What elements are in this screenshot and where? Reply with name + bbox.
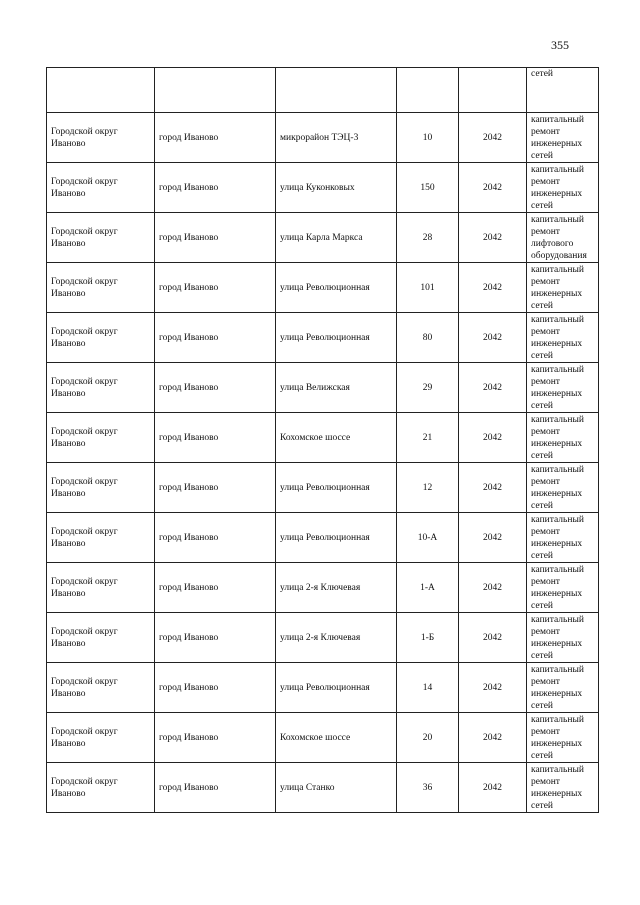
cell-district: Городской округ Иваново [47, 413, 155, 463]
cell-work: капитальный ремонт инженерных сетей [527, 613, 599, 663]
cell-year: 2042 [459, 763, 527, 813]
cell-year: 2042 [459, 613, 527, 663]
cell-work: капитальный ремонт инженерных сетей [527, 413, 599, 463]
cell-street: улица 2-я Ключевая [276, 563, 397, 613]
cell-city: город Иваново [155, 413, 276, 463]
cell-house: 101 [397, 263, 459, 313]
cell-street: улица Революционная [276, 313, 397, 363]
table-row [47, 263, 599, 313]
cell-work: капитальный ремонт инженерных сетей [527, 763, 599, 813]
cell-work: капитальный ремонт инженерных сетей [527, 563, 599, 613]
cell-work: капитальный ремонт инженерных сетей [527, 163, 599, 213]
cell-city: город Иваново [155, 763, 276, 813]
cell-district: Городской округ Иваново [47, 363, 155, 413]
cell-street: улица Революционная [276, 663, 397, 713]
cell-city: город Иваново [155, 513, 276, 563]
cell-street: улица Куконковых [276, 163, 397, 213]
cell-street: улица Революционная [276, 263, 397, 313]
cell-year: 2042 [459, 463, 527, 513]
cell-district: Городской округ Иваново [47, 663, 155, 713]
cell-district [47, 68, 155, 113]
cell-year: 2042 [459, 163, 527, 213]
cell-district: Городской округ Иваново [47, 263, 155, 313]
cell-work: капитальный ремонт инженерных сетей [527, 513, 599, 563]
cell-year: 2042 [459, 313, 527, 363]
cell-city: город Иваново [155, 263, 276, 313]
table-row [47, 613, 599, 663]
cell-year: 2042 [459, 713, 527, 763]
cell-city: город Иваново [155, 163, 276, 213]
page-number: 355 [551, 38, 569, 52]
cell-street: Кохомское шоссе [276, 413, 397, 463]
cell-street: улица Велижская [276, 363, 397, 413]
cell-district: Городской округ Иваново [47, 613, 155, 663]
cell-work: сетей [527, 68, 599, 113]
cell-city: город Иваново [155, 113, 276, 163]
cell-street: улица Станко [276, 763, 397, 813]
table-row [47, 563, 599, 613]
cell-city: город Иваново [155, 213, 276, 263]
table-row-continued [47, 68, 599, 113]
cell-street: Кохомское шоссе [276, 713, 397, 763]
cell-house: 150 [397, 163, 459, 213]
table-row [47, 713, 599, 763]
cell-district: Городской округ Иваново [47, 213, 155, 263]
cell-year: 2042 [459, 263, 527, 313]
cell-work: капитальный ремонт инженерных сетей [527, 713, 599, 763]
table-row [47, 763, 599, 813]
cell-house: 29 [397, 363, 459, 413]
cell-street: улица Революционная [276, 513, 397, 563]
cell-street: улица Революционная [276, 463, 397, 513]
cell-year: 2042 [459, 663, 527, 713]
cell-district: Городской округ Иваново [47, 163, 155, 213]
cell-street: улица Карла Маркса [276, 213, 397, 263]
cell-house: 80 [397, 313, 459, 363]
cell-house: 10 [397, 113, 459, 163]
cell-year: 2042 [459, 513, 527, 563]
table-row [47, 413, 599, 463]
table-row [47, 113, 599, 163]
cell-year: 2042 [459, 363, 527, 413]
cell-work: капитальный ремонт инженерных сетей [527, 313, 599, 363]
table-body [47, 68, 599, 813]
cell-street: микрорайон ТЭЦ-3 [276, 113, 397, 163]
cell-house [397, 68, 459, 113]
cell-house: 1-Б [397, 613, 459, 663]
cell-year [459, 68, 527, 113]
cell-house: 14 [397, 663, 459, 713]
cell-house: 28 [397, 213, 459, 263]
cell-year: 2042 [459, 563, 527, 613]
cell-district: Городской округ Иваново [47, 763, 155, 813]
cell-district: Городской округ Иваново [47, 513, 155, 563]
cell-work: капитальный ремонт инженерных сетей [527, 663, 599, 713]
cell-district: Городской округ Иваново [47, 713, 155, 763]
cell-house: 10-А [397, 513, 459, 563]
cell-city: город Иваново [155, 363, 276, 413]
repair-schedule-table [46, 67, 599, 813]
cell-city: город Иваново [155, 463, 276, 513]
cell-district: Городской округ Иваново [47, 313, 155, 363]
cell-district: Городской округ Иваново [47, 563, 155, 613]
cell-year: 2042 [459, 413, 527, 463]
cell-district: Городской округ Иваново [47, 113, 155, 163]
cell-house: 1-А [397, 563, 459, 613]
cell-work: капитальный ремонт инженерных сетей [527, 113, 599, 163]
cell-house: 21 [397, 413, 459, 463]
cell-city: город Иваново [155, 713, 276, 763]
cell-year: 2042 [459, 213, 527, 263]
table-row [47, 663, 599, 713]
cell-work: капитальный ремонт инженерных сетей [527, 463, 599, 513]
table-row [47, 463, 599, 513]
cell-city: город Иваново [155, 663, 276, 713]
cell-city: город Иваново [155, 563, 276, 613]
cell-work: капитальный ремонт инженерных сетей [527, 363, 599, 413]
table-row [47, 363, 599, 413]
cell-year: 2042 [459, 113, 527, 163]
table-row [47, 163, 599, 213]
cell-house: 36 [397, 763, 459, 813]
table-row [47, 513, 599, 563]
cell-work: капитальный ремонт лифтового оборудования [527, 213, 599, 263]
cell-city: город Иваново [155, 313, 276, 363]
cell-city: город Иваново [155, 613, 276, 663]
cell-city [155, 68, 276, 113]
table-row [47, 313, 599, 363]
cell-street [276, 68, 397, 113]
cell-work: капитальный ремонт инженерных сетей [527, 263, 599, 313]
cell-street: улица 2-я Ключевая [276, 613, 397, 663]
cell-house: 12 [397, 463, 459, 513]
table-row [47, 213, 599, 263]
cell-district: Городской округ Иваново [47, 463, 155, 513]
cell-house: 20 [397, 713, 459, 763]
